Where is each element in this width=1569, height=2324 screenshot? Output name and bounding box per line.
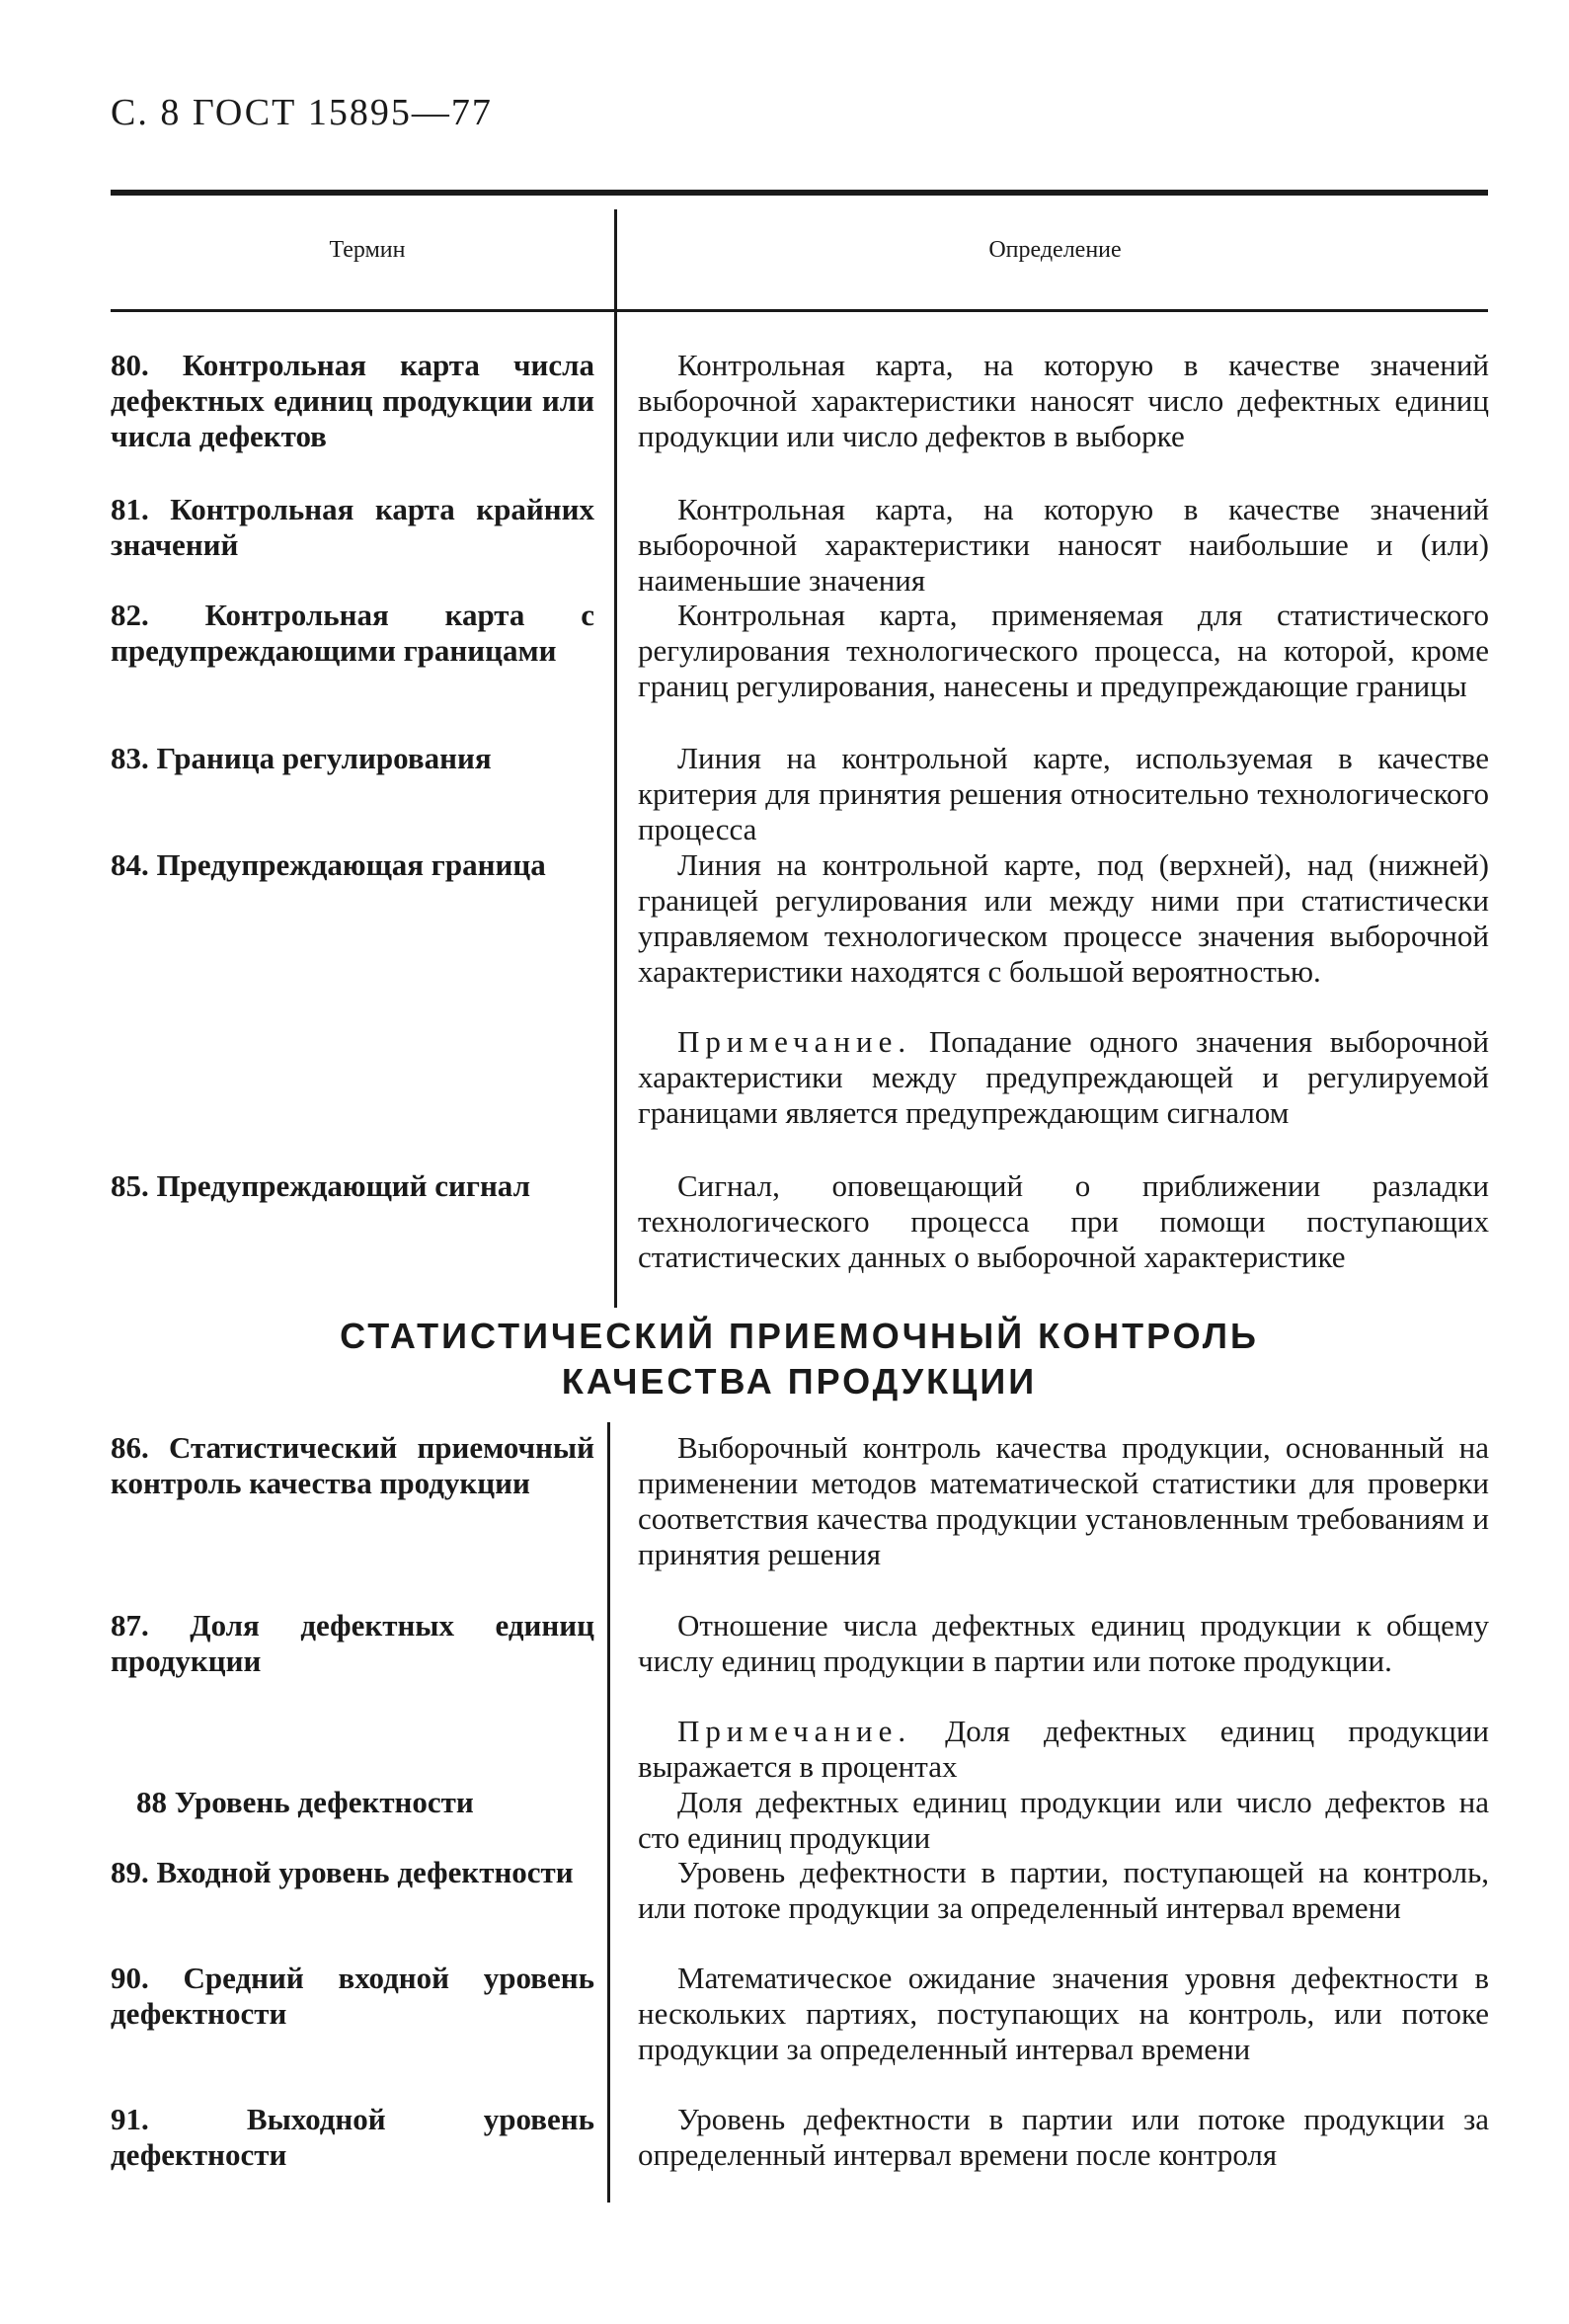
term-90: 90. Средний входной уровень дефектности: [111, 1961, 594, 2031]
definition-84: Линия на контрольной карте, под (верхней), над (нижней) границей регулирования или между ними при статистически управляемом технологическом процессе значения выборочной характеристики находятся с большой вероятностью.: [638, 847, 1489, 989]
definition-89: Уровень дефектности в партии, поступающей на контроль, или потоке продукции за определенный интервал времени: [638, 1855, 1489, 1925]
definition-82: Контрольная карта, применяемая для статистического регулирования технологического процесса, на которой, кроме границ регулирования, нанесены и предупреждающие границы: [638, 598, 1489, 703]
note-87: [638, 1714, 1489, 1785]
note-84: [638, 1024, 1489, 1131]
section-title-line2: КАЧЕСТВА ПРОДУКЦИИ: [561, 1361, 1038, 1402]
column-divider-lower: [607, 1422, 610, 2203]
section-title-line1: СТАТИСТИЧЕСКИЙ ПРИЕМОЧНЫЙ КОНТРОЛЬ: [340, 1316, 1259, 1356]
term-86: 86. Статистический приемочный контроль качества продукции: [111, 1430, 594, 1500]
term-82: 82. Контрольная карта с предупреждающими границами: [111, 598, 594, 668]
term-91: 91. Выходной уровень дефектности: [111, 2102, 594, 2172]
note-label: Примечание.: [677, 1714, 912, 1748]
term-87: 87. Доля дефектных единиц продукции: [111, 1608, 594, 1678]
page-header: С. 8 ГОСТ 15895—77: [111, 92, 493, 133]
definition-83: Линия на контрольной карте, используемая в качестве критерия для принятия решения относительно технологического процесса: [638, 741, 1489, 846]
note-text: Попадание одного значения выборочной характеристики между предупреждающей и регулируемой границами является предупреждающим сигналом: [638, 1024, 1490, 1130]
definition-91: Уровень дефектности в партии или потоке продукции за определенный интервал времени после контроля: [638, 2102, 1489, 2172]
column-divider-upper: [614, 209, 617, 1308]
definition-90: Математическое ожидание значения уровня дефектности в нескольких партиях, поступающих на контроль, или потоке продукции за определенный интервал времени: [638, 1961, 1489, 2066]
note-label: Примечание.: [677, 1024, 912, 1059]
definition-81: Контрольная карта, на которую в качестве значений выборочной характеристики наносят наибольшие и (или) наименьшие значения: [638, 492, 1489, 598]
definition-80: Контрольная карта, на которую в качестве значений выборочной характеристики наносят число дефектных единиц продукции или число дефектов в выборке: [638, 348, 1489, 453]
column-header-term: Термин: [329, 237, 406, 263]
term-89: 89. Входной уровень дефектности: [111, 1855, 574, 1889]
column-header-definition: Определение: [988, 237, 1122, 263]
table-top-rule: [111, 190, 1488, 196]
term-88: 88 Уровень дефектности: [136, 1785, 474, 1819]
term-80: 80. Контрольная карта числа дефектных единиц продукции или числа дефектов: [111, 348, 594, 453]
definition-87: Отношение числа дефектных единиц продукции к общему числу единиц продукции в партии или потоке продукции.: [638, 1608, 1489, 1678]
definition-86: Выборочный контроль качества продукции, основанный на применении методов математической статистики для проверки соответствия качества продукции установленным требованиям и принятия решения: [638, 1430, 1489, 1571]
term-83: 83. Граница регулирования: [111, 741, 492, 775]
term-85: 85. Предупреждающий сигнал: [111, 1168, 530, 1203]
definition-88: Доля дефектных единиц продукции или число дефектов на сто единиц продукции: [638, 1785, 1489, 1855]
term-84: 84. Предупреждающая граница: [111, 847, 546, 882]
definition-85: Сигнал, оповещающий о приближении разладки технологического процесса при помощи поступающих статистических данных о выборочной характеристике: [638, 1168, 1489, 1274]
table-header-rule: [111, 309, 1488, 312]
term-81: 81. Контрольная карта крайних значений: [111, 492, 594, 562]
note-text: Доля дефектных единиц продукции выражается в процентах: [638, 1714, 1489, 1784]
